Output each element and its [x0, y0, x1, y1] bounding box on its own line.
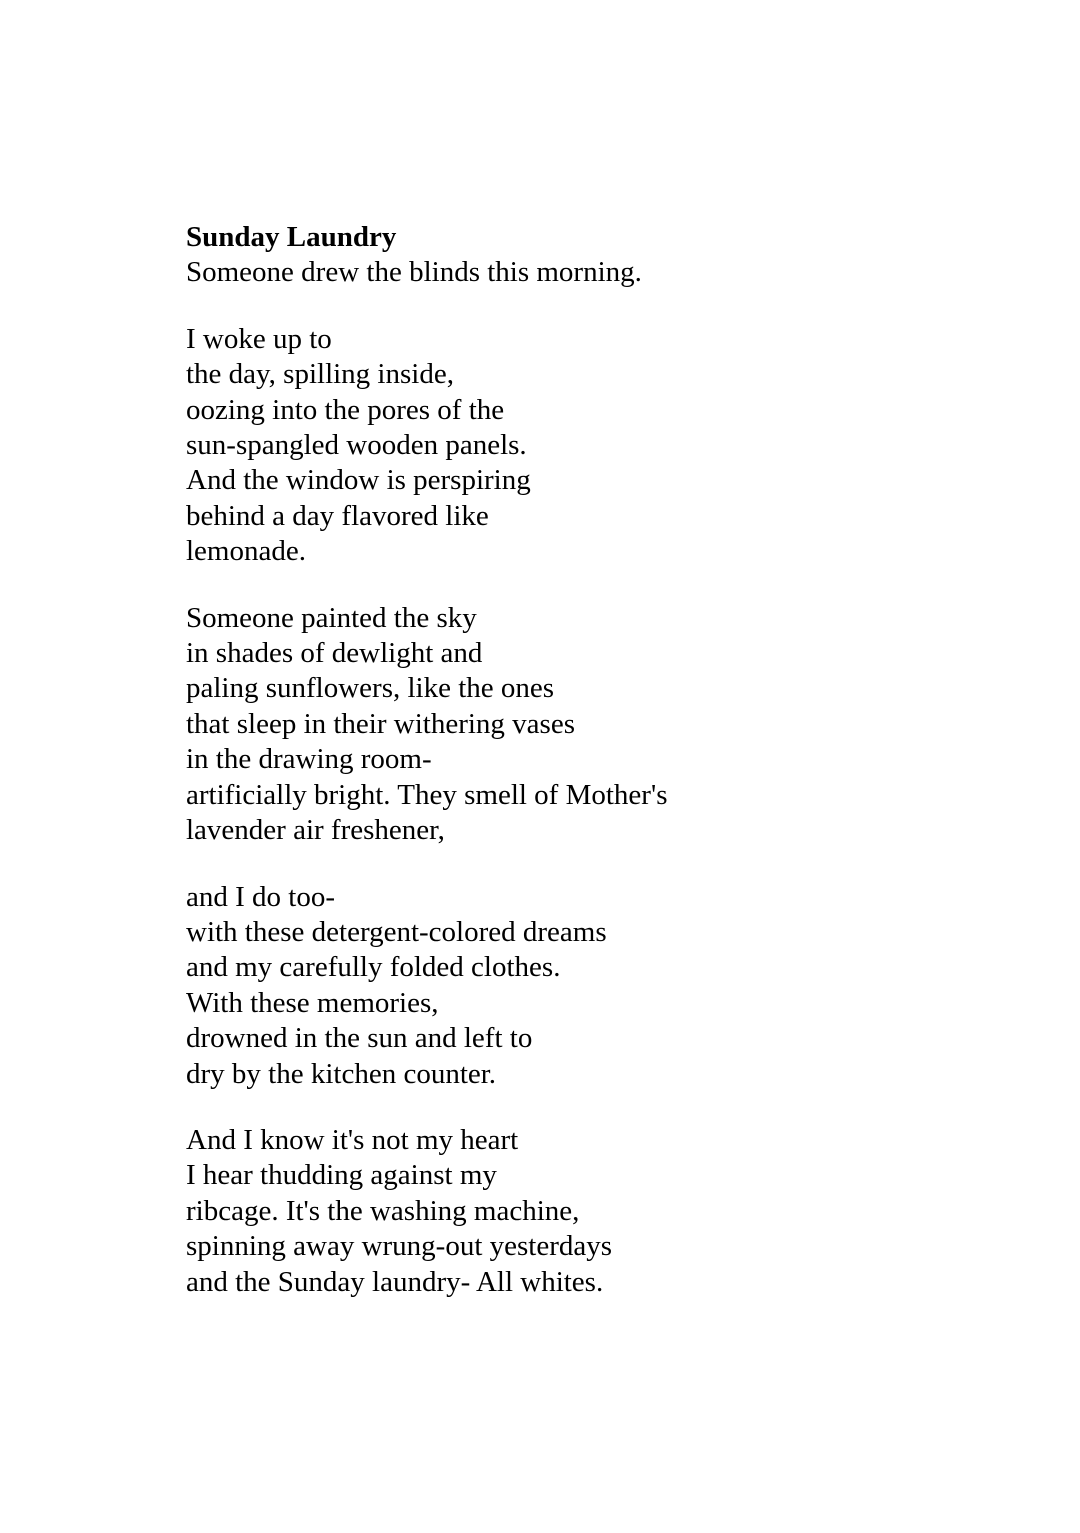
- poem-line: paling sunflowers, like the ones: [186, 672, 555, 705]
- poem-line: Someone painted the sky: [186, 601, 477, 634]
- poem-line: with these detergent-colored dreams: [186, 915, 607, 948]
- poem-line: behind a day flavored like: [186, 499, 489, 532]
- stanza-gap: [186, 570, 986, 601]
- poem-line: With these memories,: [186, 986, 439, 1019]
- poem-line: in shades of dewlight and: [186, 637, 483, 670]
- poem-line: lavender air freshener,: [186, 814, 445, 847]
- poem-line: And the window is perspiring: [186, 464, 531, 497]
- stanza-3: [186, 601, 986, 849]
- stanza-1: [186, 255, 986, 290]
- stanza-2: [186, 322, 986, 570]
- stanza-5: [186, 1123, 986, 1300]
- poem-line: oozing into the pores of the: [186, 393, 505, 426]
- poem-line: And I know it's not my heart: [186, 1123, 519, 1156]
- poem-line: in the drawing room-: [186, 743, 432, 776]
- poem-title: Sunday Laundry: [186, 221, 397, 253]
- stanza-gap: [186, 849, 986, 880]
- poem-line: I hear thudding against my: [186, 1159, 497, 1192]
- poem-line: lemonade.: [186, 535, 306, 568]
- poem-line: Someone drew the blinds this morning.: [186, 256, 642, 289]
- poem-line: drowned in the sun and left to: [186, 1022, 533, 1055]
- poem-line: artificially bright. They smell of Mother's: [186, 778, 668, 811]
- poem-line: ribcage. It's the washing machine,: [186, 1194, 580, 1227]
- poem-line: and the Sunday laundry- All whites.: [186, 1265, 604, 1298]
- poem: [186, 220, 986, 1300]
- poem-line: that sleep in their withering vases: [186, 707, 575, 740]
- poem-line: and my carefully folded clothes.: [186, 951, 561, 984]
- poem-line: dry by the kitchen counter.: [186, 1057, 497, 1090]
- stanza-gap: [186, 291, 986, 322]
- stanza-gap: [186, 1092, 986, 1123]
- poem-line: and I do too-: [186, 880, 335, 913]
- poem-line: spinning away wrung-out yesterdays: [186, 1230, 613, 1263]
- stanza-4: [186, 880, 986, 1092]
- poem-line: I woke up to: [186, 322, 332, 355]
- poem-line: sun-spangled wooden panels.: [186, 429, 527, 462]
- poem-line: the day, spilling inside,: [186, 358, 454, 391]
